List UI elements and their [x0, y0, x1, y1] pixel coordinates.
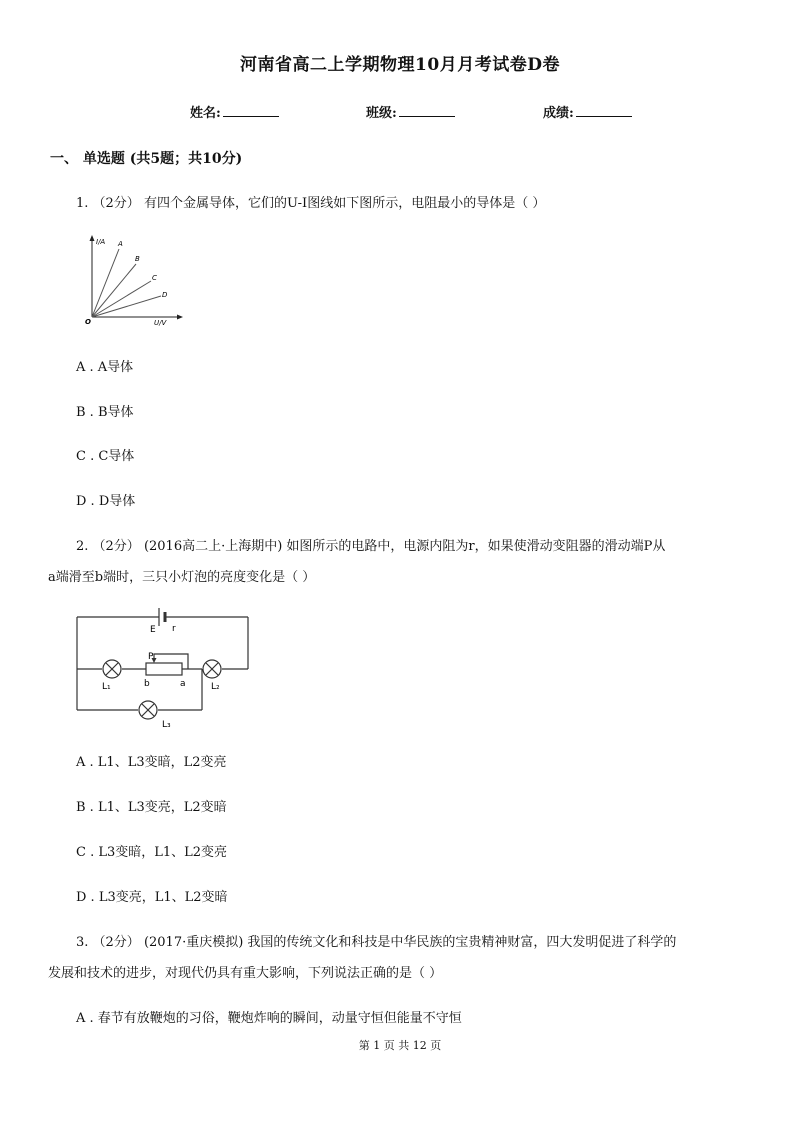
- score-label: 成绩:: [543, 106, 574, 121]
- name-field: [190, 102, 279, 121]
- q1-option-a[interactable]: A . A导体: [76, 360, 134, 375]
- question-2-line-1: 2. （2分） (2016高二上·上海期中) 如图所示的电路中，电源内阻为r，如果使滑动变阻器的滑动端P从: [76, 539, 666, 554]
- page-title: 河南省高二上学期物理10月月考试卷D卷: [240, 55, 560, 75]
- score-blank: [576, 104, 632, 117]
- label-a: a: [180, 679, 186, 689]
- q1-option-c[interactable]: C . C导体: [76, 449, 135, 464]
- y-axis-arrow: [90, 235, 95, 241]
- x-axis-label: U/V: [154, 319, 167, 327]
- label-e: E: [150, 625, 156, 635]
- line-a: [92, 249, 119, 317]
- q2-option-b[interactable]: B . L1、L3变亮，L2变暗: [76, 800, 227, 815]
- label-l1: L₁: [102, 682, 111, 692]
- line-c: [92, 281, 151, 317]
- label-l2: L₂: [211, 682, 220, 692]
- page-footer: 第 1 页 共 12 页: [358, 1039, 442, 1052]
- question-2-circuit-diagram: [74, 604, 254, 730]
- y-axis-label: I/A: [96, 238, 106, 246]
- line-a-label: A: [118, 240, 123, 248]
- question-1-iu-graph: [80, 232, 190, 327]
- q2-option-c[interactable]: C . L3变暗，L1、L2变亮: [76, 845, 228, 860]
- question-3-line-1: 3. （2分） (2017·重庆模拟) 我国的传统文化和科技是中华民族的宝贵精神财富，四大发明促进了科学的: [76, 935, 677, 950]
- question-3-line-2: 发展和技术的进步，对现代仍具有重大影响，下列说法正确的是（ ）: [48, 966, 443, 981]
- rheostat: [146, 663, 182, 675]
- q1-option-b[interactable]: B . B导体: [76, 405, 134, 420]
- line-d-label: D: [162, 291, 168, 299]
- q2-option-a[interactable]: A . L1、L3变暗，L2变亮: [76, 755, 227, 770]
- name-label: 姓名:: [190, 106, 221, 121]
- class-blank: [399, 104, 455, 117]
- label-b: b: [144, 679, 150, 689]
- q3-option-a[interactable]: A . 春节有放鞭炮的习俗，鞭炮炸响的瞬间，动量守恒但能量不守恒: [76, 1011, 462, 1026]
- question-1-text: 1. （2分） 有四个金属导体，它们的U-I图线如下图所示，电阻最小的导体是（ ）: [76, 196, 546, 211]
- section-heading: 一、 单选题 (共5题；共10分): [50, 151, 243, 167]
- label-r: r: [172, 624, 176, 634]
- slider-wire: [154, 654, 188, 669]
- x-axis-arrow: [177, 315, 183, 320]
- label-p: P: [148, 652, 154, 662]
- line-c-label: C: [152, 274, 157, 282]
- label-l3: L₃: [162, 720, 171, 730]
- question-2-line-2: a端滑至b端时，三只小灯泡的亮度变化是（ ）: [48, 570, 316, 585]
- class-label: 班级:: [366, 106, 397, 121]
- origin-label: O: [85, 318, 91, 326]
- line-b-label: B: [135, 255, 140, 263]
- class-field: [366, 102, 455, 121]
- score-field: [543, 102, 632, 121]
- line-b: [92, 264, 136, 317]
- q2-option-d[interactable]: D . L3变亮，L1、L2变暗: [76, 890, 228, 905]
- q1-option-d[interactable]: D . D导体: [76, 494, 136, 509]
- line-d: [92, 296, 161, 317]
- name-blank: [223, 104, 279, 117]
